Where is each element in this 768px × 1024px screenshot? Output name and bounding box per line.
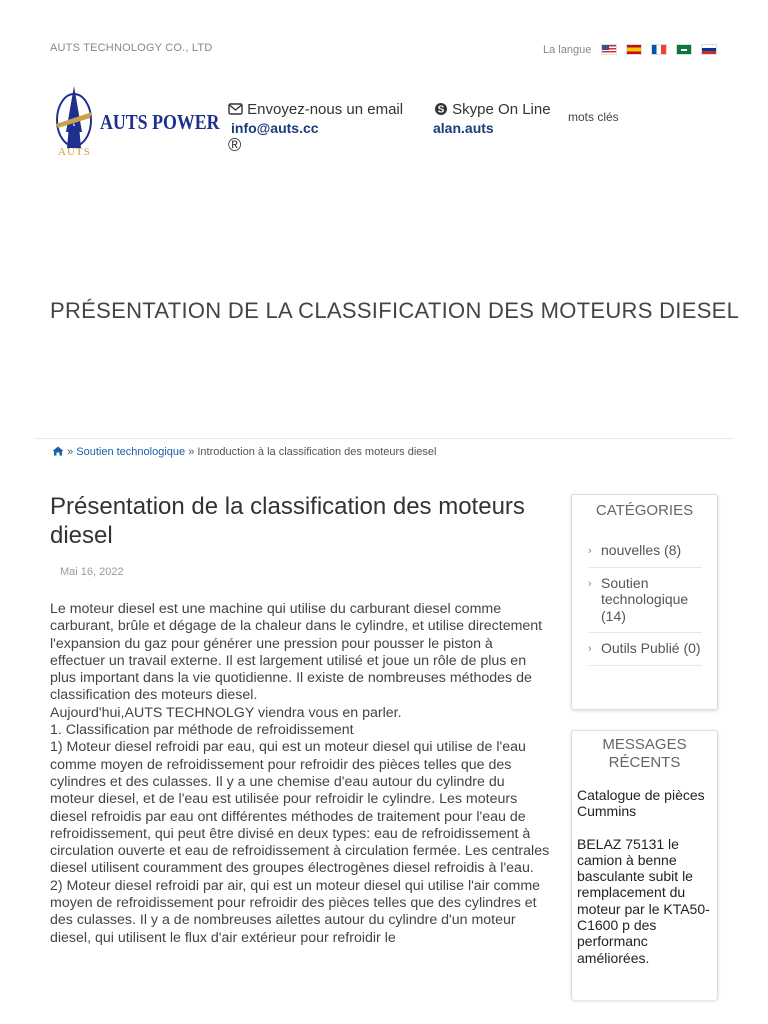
flag-ru-icon[interactable] [701, 44, 717, 55]
article-paragraph: 2) Moteur diesel refroidi par air, qui est un moteur diesel qui utilise l'air comme moyen de refroidissement pour refroidir des pièces telles que des cylindres et des culasses. Il y a de nombreuses ailettes autour du cylindre d'un moteur diesel, qui utilisent le flux d'air extérieur pour refroidir le [50, 877, 541, 946]
logo-subtext: AUTS [58, 146, 91, 158]
email-link[interactable]: info@auts.cc [231, 120, 319, 136]
section-divider [35, 438, 733, 439]
article-title: Présentation de la classification des moteurs diesel [50, 493, 525, 549]
category-label: Outils Publié [601, 640, 680, 656]
article-paragraph: Le moteur diesel est une machine qui utilise du carburant diesel comme carburant, brûle et dégage de la chaleur dans le cylindre, et utilise directement l'expansion du gaz pour générer une pression pour pousser le piston à effectuer un travail externe. Il est largement utilisé et joue un rôle de plus en plus important dans la vie quotidienne. Il existe de nombreuses méthodes de classification des moteurs diesel. [50, 601, 543, 704]
language-label: La langue [543, 44, 592, 56]
skype-link[interactable]: alan.auts [433, 120, 494, 136]
chevron-right-icon: › [588, 643, 592, 655]
envelope-icon [228, 103, 243, 115]
home-icon[interactable] [52, 446, 64, 456]
category-count: (8) [664, 542, 682, 558]
breadcrumb-current: Introduction à la classification des moteurs diesel [197, 446, 437, 458]
article-body [50, 601, 550, 965]
breadcrumb-separator: » [67, 446, 74, 458]
language-flags [601, 44, 717, 55]
registered-mark: ® [228, 135, 242, 155]
category-item-outils-publie[interactable] [588, 633, 702, 666]
categories-widget [571, 494, 718, 710]
recent-posts-title: MESSAGES RÉCENTS [602, 736, 687, 771]
flag-us-icon[interactable] [601, 44, 617, 55]
svg-text:S: S [437, 104, 445, 116]
recent-post-link[interactable]: Catalogue de pièces Cummins [577, 787, 705, 820]
article-paragraph: 1. Classification par méthode de refroidissement [50, 722, 354, 739]
email-contact [228, 101, 403, 118]
categories-title: CATÉGORIES [595, 502, 694, 519]
keywords-link[interactable]: mots clés [568, 110, 619, 124]
flag-es-icon[interactable] [626, 44, 642, 55]
breadcrumb [52, 446, 436, 458]
recent-posts-list [577, 787, 715, 982]
skype-label: Skype On Line [452, 101, 551, 118]
breadcrumb-section-link[interactable]: Soutien technologique [76, 446, 186, 458]
flag-sa-icon[interactable] [676, 44, 692, 55]
categories-list [588, 535, 702, 666]
category-label: Soutien technologique [601, 574, 689, 607]
chevron-right-icon: › [588, 545, 592, 557]
article-date: Mai 16, 2022 [60, 566, 124, 578]
skype-icon [434, 102, 448, 116]
chevron-right-icon: › [588, 577, 592, 590]
article-paragraph: Aujourd'hui,AUTS TECHNOLGY viendra vous en parler. [50, 704, 402, 721]
flag-fr-icon[interactable] [651, 44, 667, 55]
recent-post-link[interactable]: BELAZ 75131 le camion à benne basculante subit le remplacement du moteur par le KTA50-C1600 p des performanc améliorées. [577, 835, 710, 966]
recent-posts-widget [571, 730, 718, 1000]
skype-contact [434, 101, 551, 118]
page-banner-title: PRÉSENTATION DE LA CLASSIFICATION DES MOTEURS DIESEL [50, 298, 740, 323]
company-logo[interactable] [52, 82, 220, 160]
category-label: nouvelles [601, 542, 661, 558]
email-label: Envoyez-nous un email [247, 101, 404, 118]
category-item-soutien-technologique[interactable] [588, 568, 702, 634]
logo-text: AUTS POWER [100, 110, 220, 134]
article-paragraph: 1) Moteur diesel refroidi par eau, qui est un moteur diesel qui utilise de l'eau comme moyen de refroidissement pour refroidir des pièces telles que des cylindres et des culasses. Il y a une chemise d'eau autour du cylindre du moteur diesel, et de l'eau est utilisée pour refroidir le cylindre. Les moteurs diesel refroidis par eau ont différentes méthodes de traitement pour l'eau de refroidissement, qui peut être divisé en deux types: eau de refroidissement à circulation ouverte et eau de refroidissement à circulation fermée. Les centrales diesel utilisent couramment des groupes électrogènes diesel refroidis à l'eau. [50, 739, 550, 877]
breadcrumb-separator: » [188, 446, 195, 458]
category-count: (0) [683, 640, 701, 656]
category-count: (14) [601, 607, 626, 624]
category-item-nouvelles[interactable] [588, 535, 702, 568]
company-name: AUTS TECHNOLOGY CO., LTD [50, 42, 213, 54]
